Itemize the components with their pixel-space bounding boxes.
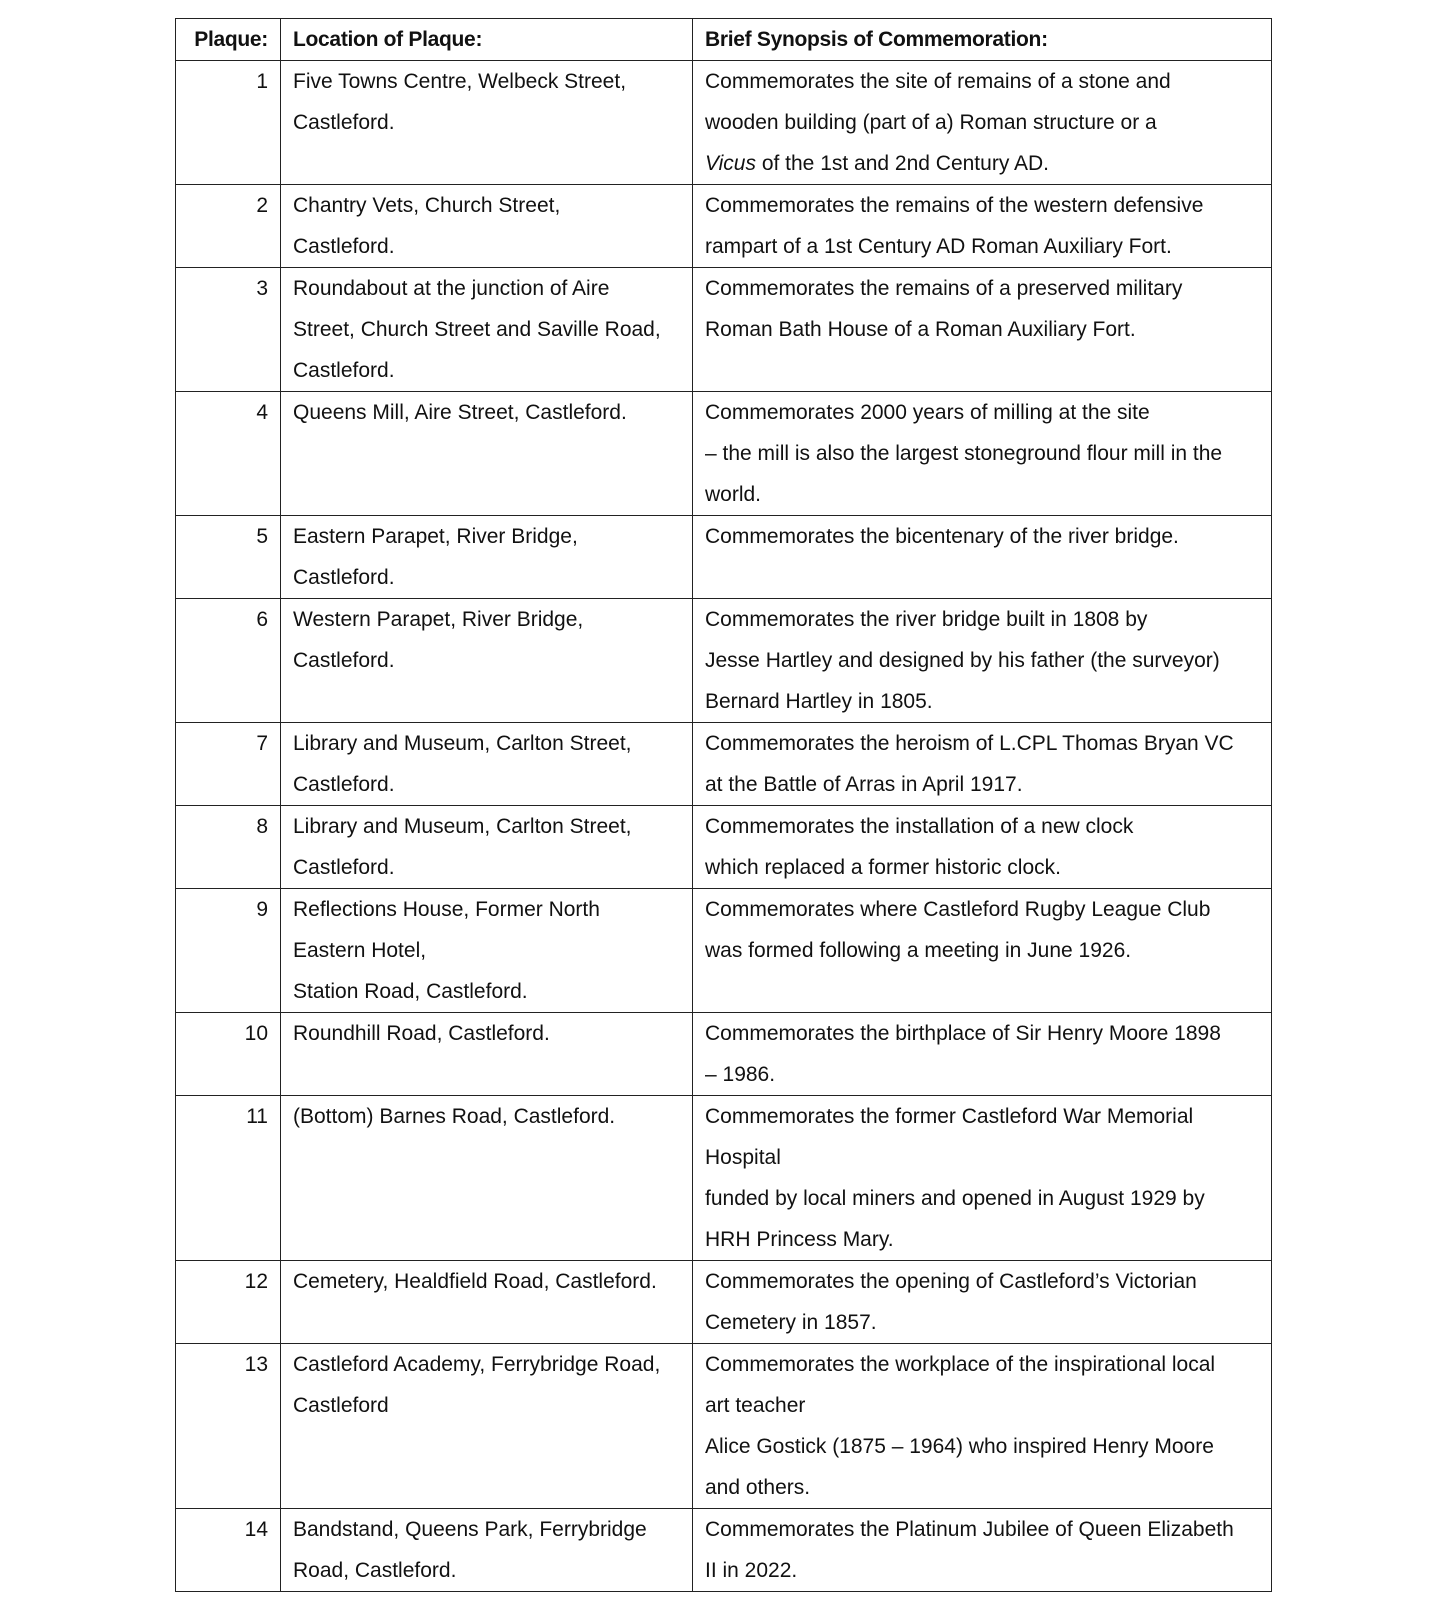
table-row	[176, 185, 1272, 268]
plaque-number: 12	[176, 1261, 281, 1344]
table-row	[176, 268, 1272, 392]
table-row	[176, 1013, 1272, 1096]
header-synopsis: Brief Synopsis of Commemoration:	[693, 19, 1272, 61]
synopsis-italic-text: Vicus	[705, 152, 756, 175]
table-row	[176, 61, 1272, 185]
plaque-number: 2	[176, 185, 281, 268]
plaque-synopsis: Commemorates the birthplace of Sir Henry Moore 1898 – 1986.	[693, 1013, 1272, 1096]
plaque-location: Western Parapet, River Bridge, Castleford.	[281, 599, 693, 723]
plaque-location: Castleford Academy, Ferrybridge Road, Castleford	[281, 1344, 693, 1509]
plaque-synopsis: Commemorates the former Castleford War Memorial Hospital funded by local miners and opened in August 1929 by HRH Princess Mary.	[693, 1096, 1272, 1261]
plaque-number: 6	[176, 599, 281, 723]
plaque-synopsis: Commemorates the workplace of the inspirational local art teacher Alice Gostick (1875 – 1964) who inspired Henry Moore and others.	[693, 1344, 1272, 1509]
plaque-number: 7	[176, 723, 281, 806]
plaque-number: 10	[176, 1013, 281, 1096]
header-location: Location of Plaque:	[281, 19, 693, 61]
plaque-location: Library and Museum, Carlton Street, Castleford.	[281, 806, 693, 889]
table-row	[176, 599, 1272, 723]
plaque-number: 5	[176, 516, 281, 599]
synopsis-text: Commemorates the site of remains of a stone and wooden building (part of a) Roman structure or a	[705, 70, 1171, 134]
plaque-location: Bandstand, Queens Park, Ferrybridge Road, Castleford.	[281, 1509, 693, 1592]
plaque-number: 11	[176, 1096, 281, 1261]
plaque-synopsis: Commemorates where Castleford Rugby League Club was formed following a meeting in June 1926.	[693, 889, 1272, 1013]
table-row	[176, 1509, 1272, 1592]
plaque-location: Queens Mill, Aire Street, Castleford.	[281, 392, 693, 516]
plaques-table	[175, 18, 1272, 1592]
plaque-synopsis: Commemorates the river bridge built in 1808 by Jesse Hartley and designed by his father (the surveyor) Bernard Hartley in 1805.	[693, 599, 1272, 723]
table-row	[176, 1096, 1272, 1261]
plaque-location: Cemetery, Healdfield Road, Castleford.	[281, 1261, 693, 1344]
table-row	[176, 392, 1272, 516]
plaque-location: Five Towns Centre, Welbeck Street, Castleford.	[281, 61, 693, 185]
plaque-synopsis: Commemorates the opening of Castleford’s Victorian Cemetery in 1857.	[693, 1261, 1272, 1344]
plaque-number: 3	[176, 268, 281, 392]
table-header-row	[176, 19, 1272, 61]
table-row	[176, 516, 1272, 599]
plaque-synopsis: Commemorates the Platinum Jubilee of Queen Elizabeth II in 2022.	[693, 1509, 1272, 1592]
plaque-synopsis: Commemorates the remains of the western defensive rampart of a 1st Century AD Roman Auxiliary Fort.	[693, 185, 1272, 268]
plaque-number: 14	[176, 1509, 281, 1592]
plaque-location: Reflections House, Former North Eastern Hotel, Station Road, Castleford.	[281, 889, 693, 1013]
plaque-location: Eastern Parapet, River Bridge, Castleford.	[281, 516, 693, 599]
plaque-number: 1	[176, 61, 281, 185]
plaque-number: 9	[176, 889, 281, 1013]
header-plaque: Plaque:	[176, 19, 281, 61]
synopsis-text: of the 1st and 2nd Century AD.	[755, 152, 1049, 175]
plaque-location: Library and Museum, Carlton Street, Castleford.	[281, 723, 693, 806]
table-row	[176, 1261, 1272, 1344]
plaque-location: Chantry Vets, Church Street, Castleford.	[281, 185, 693, 268]
plaque-synopsis: Commemorates the remains of a preserved military Roman Bath House of a Roman Auxiliary Fort.	[693, 268, 1272, 392]
plaque-synopsis: Commemorates the bicentenary of the river bridge.	[693, 516, 1272, 599]
plaque-number: 13	[176, 1344, 281, 1509]
table-row	[176, 723, 1272, 806]
plaque-synopsis: Commemorates 2000 years of milling at the site – the mill is also the largest stoneground flour mill in the world.	[693, 392, 1272, 516]
plaque-synopsis	[693, 61, 1272, 185]
plaque-location: Roundabout at the junction of Aire Street, Church Street and Saville Road, Castleford.	[281, 268, 693, 392]
plaque-location: Roundhill Road, Castleford.	[281, 1013, 693, 1096]
plaque-synopsis: Commemorates the heroism of L.CPL Thomas Bryan VC at the Battle of Arras in April 1917.	[693, 723, 1272, 806]
table-row	[176, 1344, 1272, 1509]
plaque-synopsis: Commemorates the installation of a new clock which replaced a former historic clock.	[693, 806, 1272, 889]
table-row	[176, 806, 1272, 889]
plaque-number: 8	[176, 806, 281, 889]
plaque-number: 4	[176, 392, 281, 516]
plaque-location: (Bottom) Barnes Road, Castleford.	[281, 1096, 693, 1261]
table-row	[176, 889, 1272, 1013]
